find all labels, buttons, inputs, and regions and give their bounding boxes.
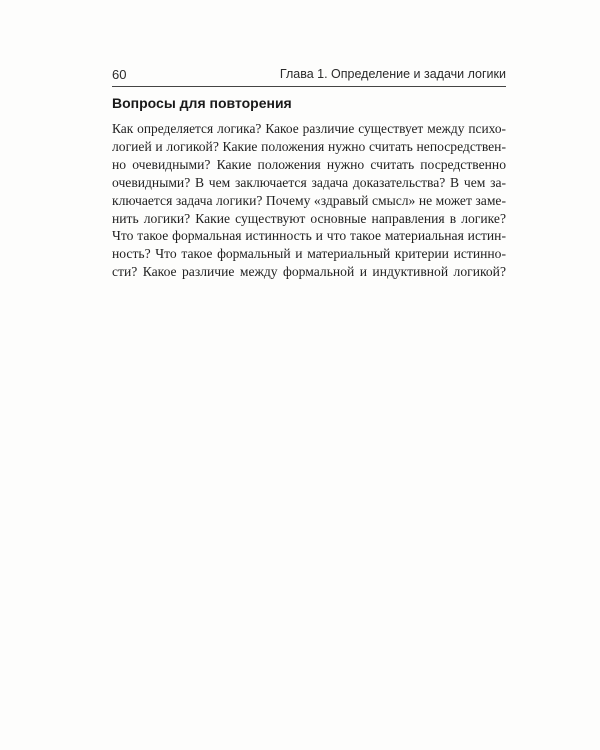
paragraph-line: Как определяется логика? Какое различие существует между психо- <box>112 121 506 136</box>
paragraph-line: ность? Что такое формальный и материальный критерии истинно- <box>112 246 506 262</box>
page-header <box>112 64 506 87</box>
paragraph-line: Что такое формальная истинность и что такое материальная истин- <box>112 228 506 244</box>
page-number: 60 <box>112 67 127 82</box>
paragraph-line: сти? Какое различие между формальной и индуктивной логикой? <box>112 264 506 280</box>
section-title: Вопросы для повторения <box>112 95 292 111</box>
running-head: Глава 1. Определение и задачи логики <box>279 67 506 81</box>
paragraph-line: но очевидными? Какие положения нужно считать посредственно <box>112 156 506 172</box>
paragraph-line: очевидными? В чем заключается задача доказательства? В чем за- <box>112 174 506 190</box>
paragraph-line: ключается задача логики? Почему «здравый смысл» не может заме- <box>112 192 506 208</box>
questions-paragraph <box>112 120 506 281</box>
paragraph-line: нить логики? Какие существуют основные направления в логике? <box>112 210 506 226</box>
paragraph-line: логией и логикой? Какие положения нужно считать непосредствен- <box>112 138 506 154</box>
